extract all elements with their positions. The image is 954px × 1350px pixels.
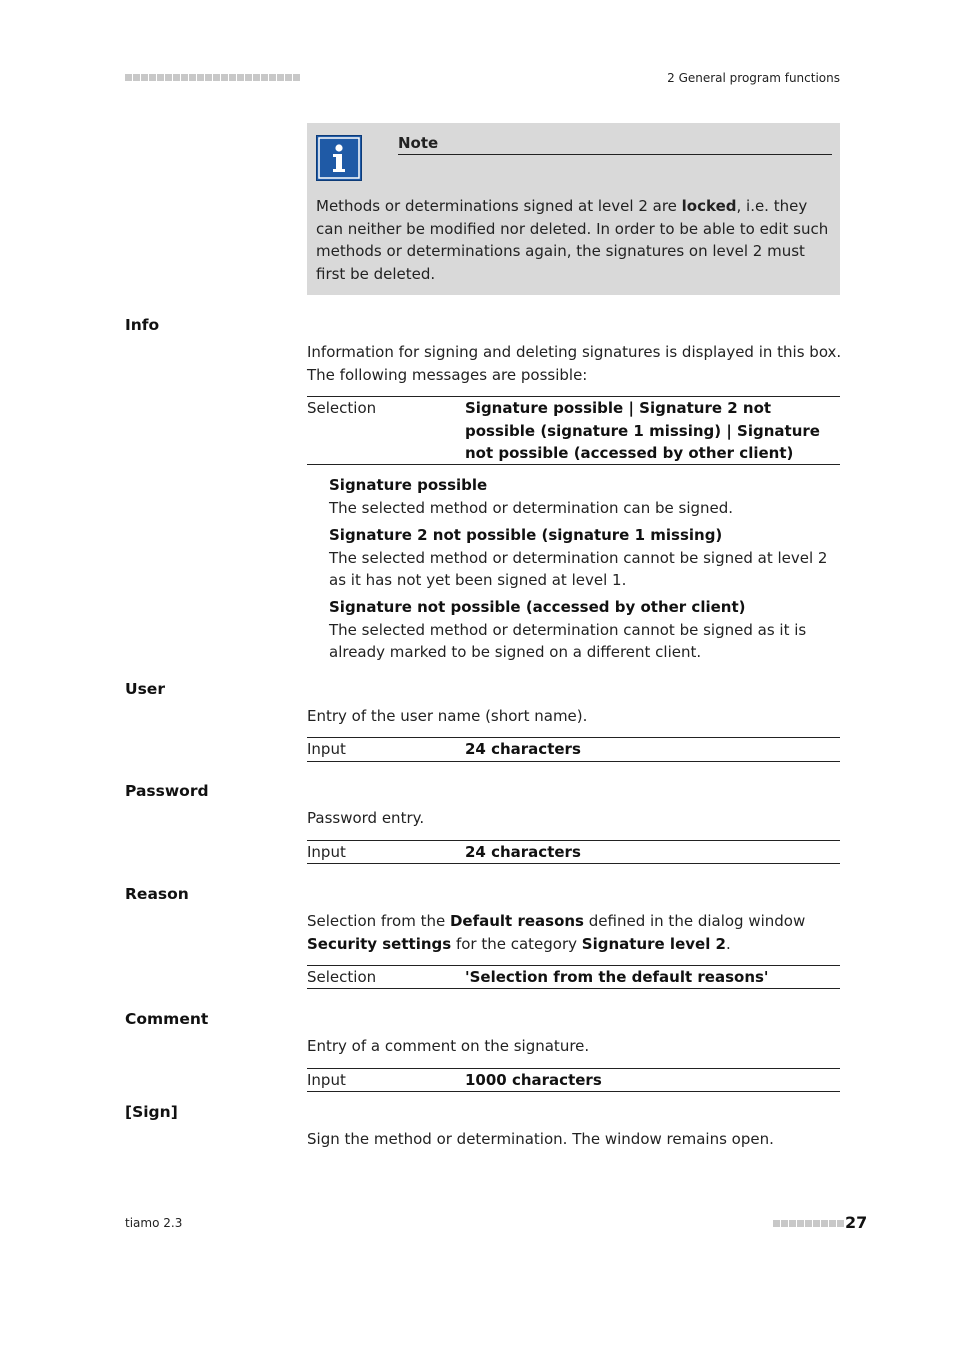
chapter-title: 2 General program functions: [667, 71, 840, 85]
note-body: Methods or determinations signed at level 2 are locked, i.e. they can neither be modified nor deleted. In order to be able to edit such methods or determinations again, the signatures on level 2 must first be deleted.: [316, 197, 829, 283]
option-text: The selected method or determination cannot be signed as it is already marked to be signed on a different client.: [329, 620, 807, 661]
option-signature-not-possible: [329, 596, 842, 664]
password-description: Password entry.: [307, 809, 425, 827]
info-description: Information for signing and deleting signatures is displayed in this box. The following messages are possible:: [307, 343, 842, 384]
footer-decoration: [773, 1220, 844, 1227]
user-param-table: [307, 737, 840, 762]
param-label: Selection: [307, 399, 377, 417]
note-box: [307, 123, 840, 295]
info-icon: [316, 135, 362, 181]
password-param-table: [307, 840, 840, 864]
comment-description: Entry of a comment on the signature.: [307, 1037, 590, 1055]
param-label: Input: [307, 843, 346, 861]
term-sign: [Sign]: [125, 1103, 178, 1121]
option-title: Signature possible: [329, 476, 488, 494]
sign-description: Sign the method or determination. The window remains open.: [307, 1130, 774, 1148]
param-label: Input: [307, 1071, 346, 1089]
option-text: The selected method or determination cannot be signed at level 2 as it has not yet been signed at level 1.: [329, 548, 828, 589]
page-number: 27: [845, 1213, 868, 1232]
reason-param-table: [307, 965, 840, 989]
product-name: tiamo 2.3: [125, 1216, 183, 1230]
option-signature-possible: [329, 474, 842, 519]
reason-description: Selection from the Default reasons defined in the dialog window Security settings for the category Signature level 2.: [307, 912, 806, 953]
param-value: 24 characters: [465, 843, 581, 861]
option-text: The selected method or determination can be signed.: [329, 498, 734, 517]
term-password: Password: [125, 782, 209, 800]
term-user: User: [125, 680, 165, 698]
param-value: 'Selection from the default reasons': [465, 968, 769, 986]
term-comment: Comment: [125, 1010, 209, 1028]
user-description: Entry of the user name (short name).: [307, 707, 588, 725]
option-title: Signature 2 not possible (signature 1 missing): [329, 526, 723, 544]
param-label: Selection: [307, 968, 377, 986]
comment-param-table: [307, 1068, 840, 1092]
term-reason: Reason: [125, 885, 189, 903]
header-decoration: [125, 74, 300, 82]
param-value: Signature possible | Signature 2 not possible (signature 1 missing) | Signature not possible (accessed by other client): [465, 399, 820, 462]
note-body-bold: locked: [681, 197, 737, 215]
option-signature-2-not-possible: [329, 524, 842, 592]
note-title: Note: [398, 134, 832, 155]
param-value: 1000 characters: [465, 1071, 602, 1089]
param-label: Input: [307, 740, 346, 758]
param-value: 24 characters: [465, 740, 581, 758]
term-info: Info: [125, 316, 160, 334]
option-title: Signature not possible (accessed by other client): [329, 598, 746, 616]
info-param-table: [307, 396, 840, 465]
